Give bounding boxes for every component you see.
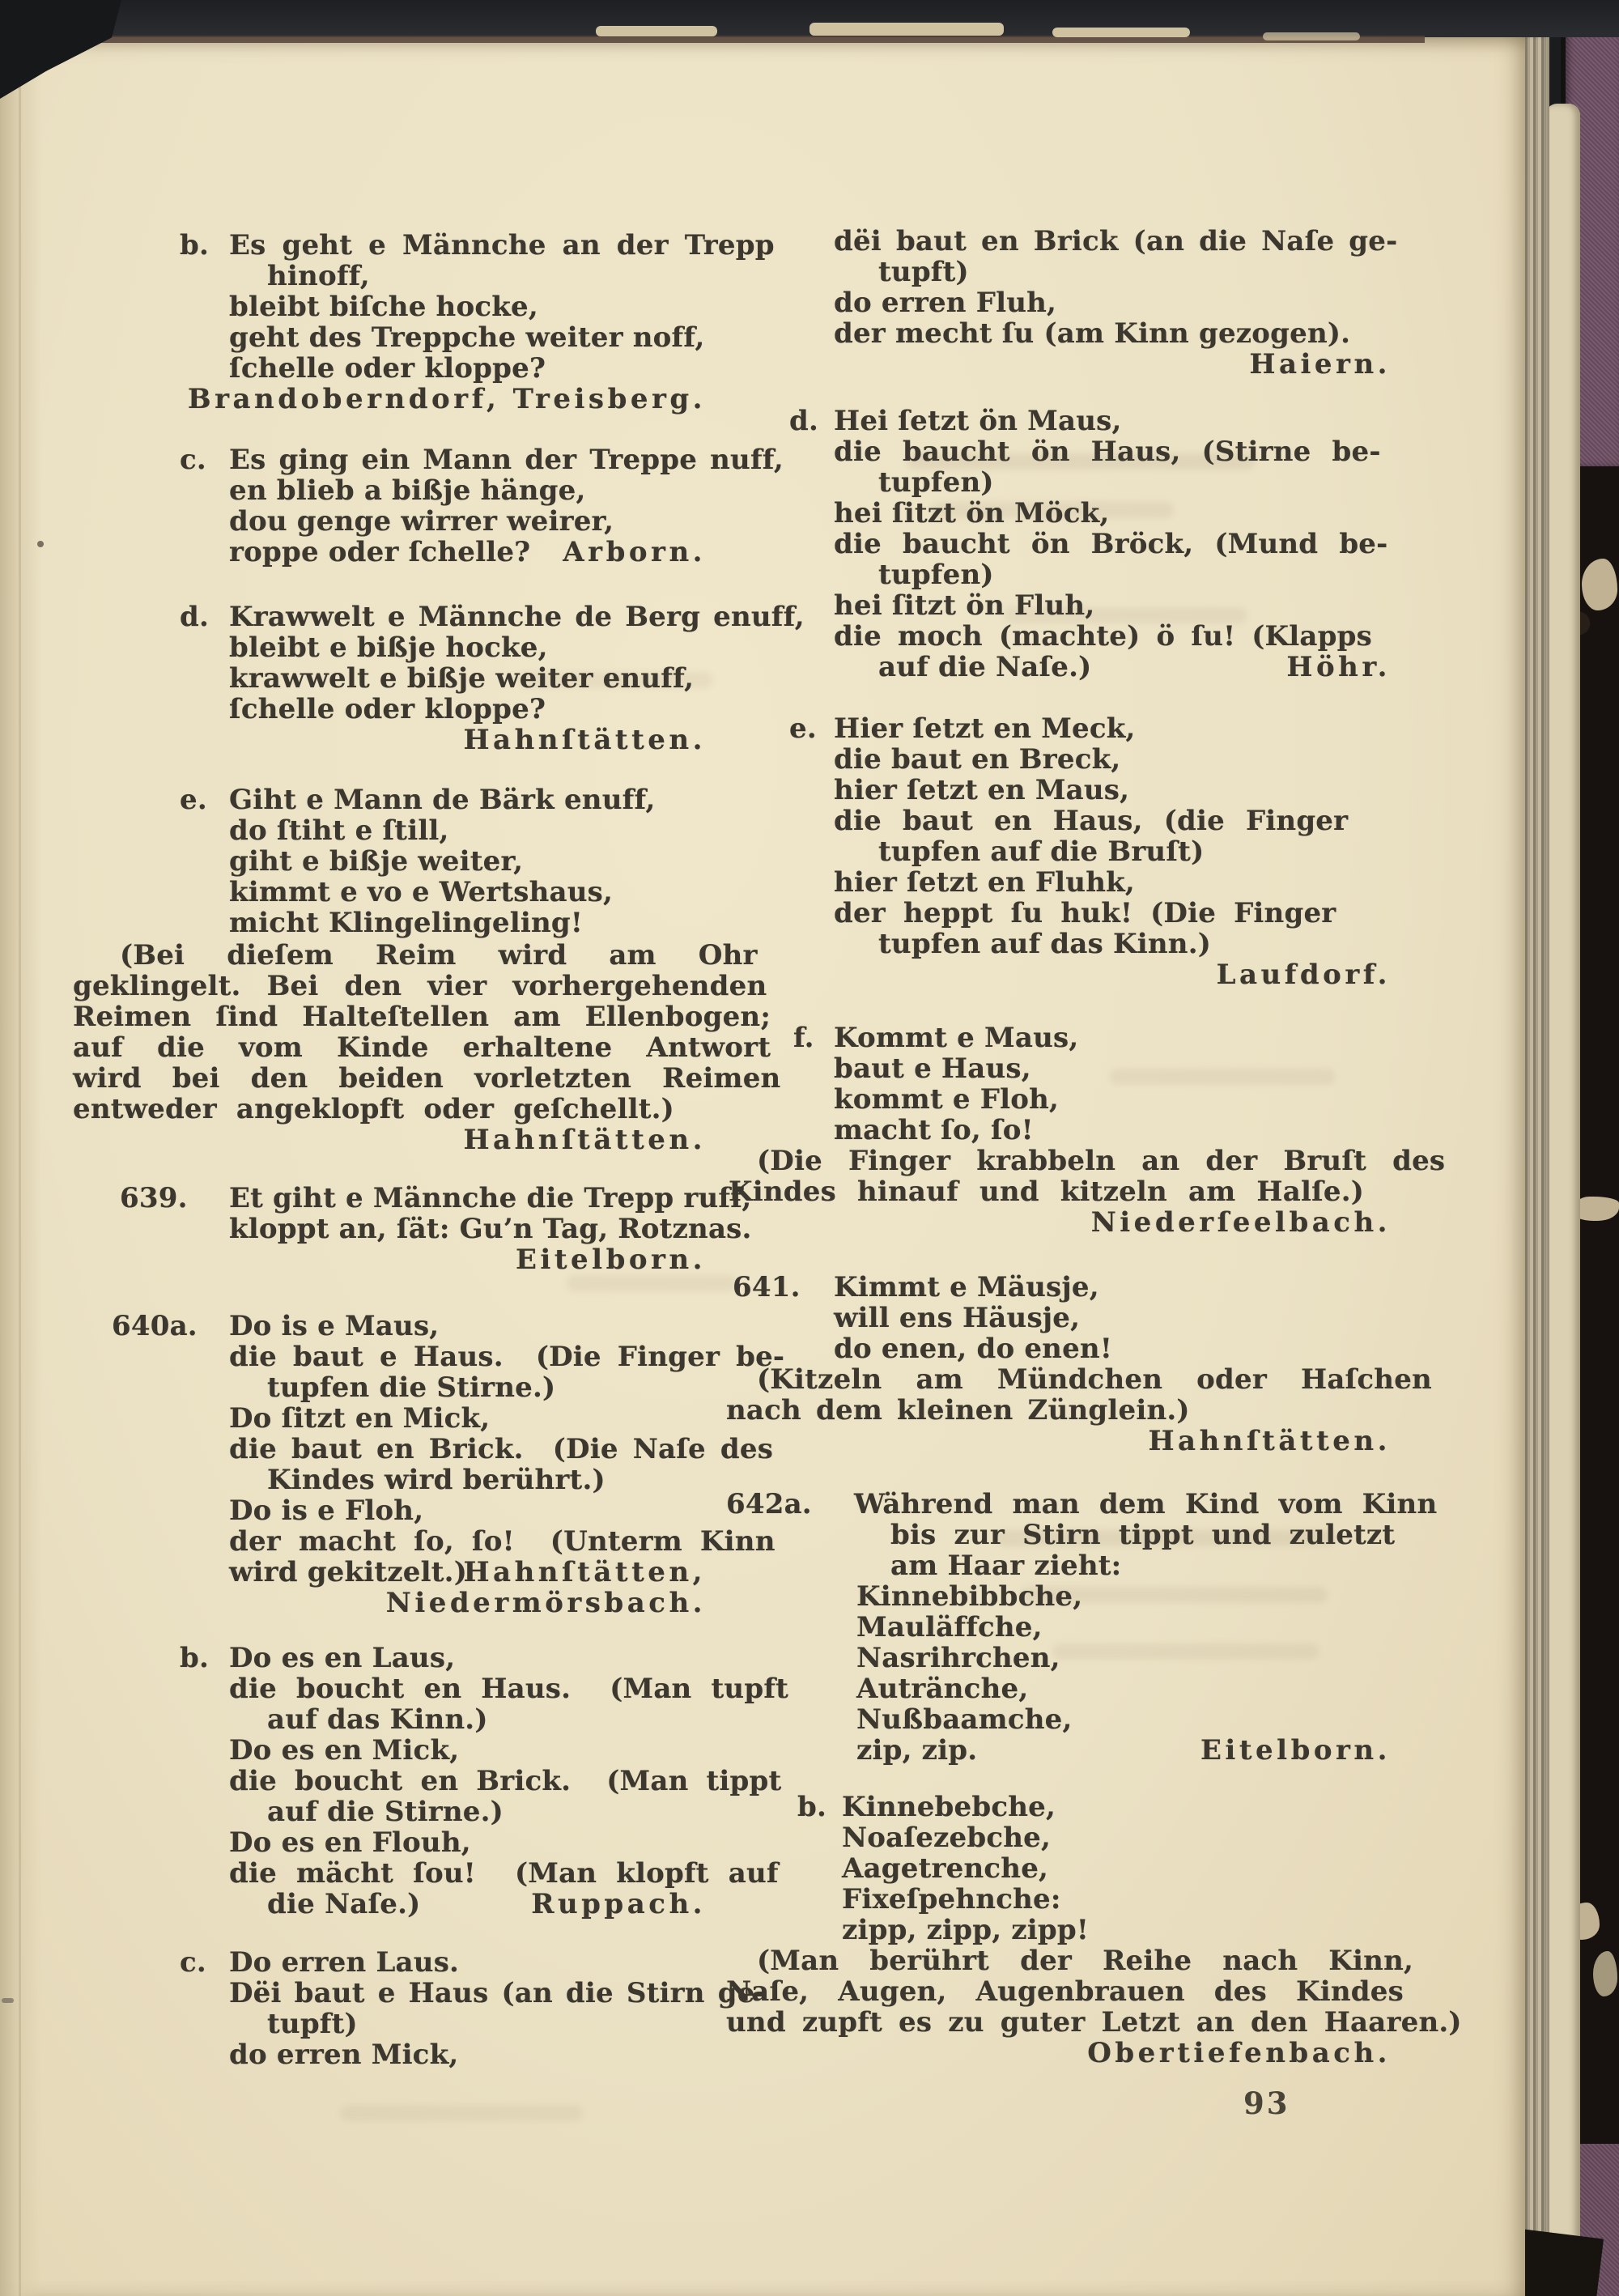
verse-line: Naſe, Augen, Augenbrauen des Kindes — [726, 1975, 1404, 2008]
verse-line: Während man dem Kind vom Kinn — [854, 1488, 1438, 1520]
verse-line: Do es en Laus, — [229, 1642, 456, 1674]
torn-paper-chip — [810, 23, 1004, 36]
verse-line: zip, zip. — [856, 1734, 978, 1767]
page-stack-fore-edge — [1525, 36, 1549, 2296]
verse-line: dëi baut en Brick (an die Naſe ge- — [834, 225, 1398, 257]
verse-line: Kindes wird berührt.) — [267, 1464, 606, 1496]
verse-line: Kinnebebche, — [842, 1791, 1056, 1823]
verse-line: (Man berührt der Reihe nach Kinn, — [757, 1945, 1414, 1977]
torn-paper-chip — [1263, 32, 1360, 40]
place-name: Brandoberndorf, Treisberg. — [187, 383, 706, 415]
item-label: 641. — [733, 1271, 801, 1303]
verse-line: bis zur Stirn tippt und zuletzt — [890, 1519, 1396, 1551]
verse-line: hier ſetzt en Maus, — [834, 774, 1130, 806]
verse-line: tupfen auf die Bruſt) — [878, 835, 1205, 868]
verse-line: bleibt e bißje hocke, — [229, 631, 548, 664]
verse-line: Kinnebibbche, — [856, 1580, 1083, 1613]
verse-line: Noaſezebche, — [842, 1822, 1052, 1854]
verse-line: Dëi baut e Haus (an die Stirn ge- — [229, 1977, 767, 2009]
verse-line: will ens Häusje, — [834, 1302, 1081, 1334]
verse-line: baut e Haus, — [834, 1052, 1031, 1085]
verse-line: wird gekitzelt.) — [229, 1556, 467, 1588]
item-label: c. — [180, 1946, 206, 1979]
place-name: Niedermörsbach. — [385, 1587, 706, 1619]
verse-line: die baut e Haus. (Die Finger be- — [229, 1341, 785, 1373]
verse-line: der mecht ſu (am Kinn gezogen). — [834, 317, 1351, 350]
item-label: e. — [180, 784, 207, 816]
torn-paper-chip — [596, 26, 717, 36]
torn-paper-chip — [1052, 28, 1190, 37]
place-name: Hahnſtätten. — [1148, 1425, 1391, 1457]
verse-line: krawwelt e bißje weiter enuff, — [229, 662, 695, 695]
verse-line: nach dem kleinen Zünglein.) — [726, 1394, 1190, 1426]
verse-line: der heppt ſu huk! (Die Finger — [834, 897, 1336, 929]
verse-line: do erren Mick, — [229, 2039, 459, 2071]
verse-line: Es ging ein Mann der Treppe nuff, — [229, 444, 784, 476]
verse-line: Nasrihrchen, — [856, 1642, 1060, 1674]
verse-line: Et giht e Männche die Trepp ruff, — [229, 1182, 752, 1214]
verse-line: ſchelle oder kloppe? — [229, 352, 546, 385]
place-name: Ruppach. — [531, 1888, 706, 1920]
verse-line: bleibt biſche hocke, — [229, 291, 538, 323]
verse-line: hei ſitzt ön Möck, — [834, 497, 1110, 529]
verse-line: ſchelle oder kloppe? — [229, 693, 546, 725]
verse-line: macht ſo, ſo! — [834, 1114, 1034, 1146]
item-label: 639. — [120, 1182, 188, 1214]
verse-line: Do erren Laus. — [229, 1946, 460, 1979]
verse-line: Nußbaamche, — [856, 1703, 1073, 1736]
item-label: d. — [789, 405, 819, 437]
page-top-edge-line — [0, 36, 1425, 43]
verse-line: tupfen die Stirne.) — [267, 1371, 556, 1404]
verse-line: auf die Naſe.) — [878, 651, 1092, 683]
place-name: Hahnſtätten. — [463, 1124, 706, 1156]
verse-line: tupft) — [267, 2008, 358, 2040]
verse-line: do ſtiht e ſtill, — [229, 814, 449, 847]
verse-line: Krawwelt e Männche de Berg enuff, — [229, 601, 805, 633]
place-name: Hahnſtätten, — [463, 1556, 706, 1588]
place-name: Eitelborn. — [515, 1244, 706, 1276]
verse-line: die boucht en Haus. (Man tupft — [229, 1673, 789, 1705]
item-label: c. — [180, 444, 206, 476]
verse-line: geklingelt. Bei den vier vorhergehenden — [73, 970, 767, 1002]
verse-line: die Naſe.) — [267, 1888, 421, 1920]
verse-line: auf die Stirne.) — [267, 1796, 504, 1828]
marble-fleck — [1582, 559, 1617, 610]
verse-line: tupfen) — [878, 466, 994, 499]
item-label: 640a. — [112, 1310, 198, 1342]
verse-line: und zupft es zu guter Letzt an den Haaren.) — [726, 2006, 1462, 2039]
place-name: Eitelborn. — [1200, 1734, 1391, 1767]
verse-line: hier ſetzt en Fluhk, — [834, 866, 1135, 899]
verse-line: do erren Fluh, — [834, 287, 1057, 319]
verse-line: Es geht e Männche an der Trepp — [229, 229, 775, 261]
verse-line: die baucht ön Haus, (Stirne be- — [834, 436, 1381, 468]
place-name: Niederſeelbach. — [1090, 1206, 1391, 1239]
verse-line: en blieb a bißje hänge, — [229, 474, 586, 507]
verse-line: Mauläffche, — [856, 1611, 1043, 1643]
verse-line: Do is e Maus, — [229, 1310, 440, 1342]
verse-line: hei ſitzt ön Fluh, — [834, 589, 1095, 622]
verse-line: Aagetrenche, — [842, 1852, 1049, 1885]
verse-line: am Haar zieht: — [890, 1550, 1122, 1582]
verse-line: micht Klingelingeling! — [229, 907, 583, 939]
verse-line: tupft) — [878, 256, 969, 288]
item-label: b. — [180, 229, 210, 261]
book-page — [0, 36, 1525, 2296]
verse-line: auf die vom Kinde erhaltene Antwort — [73, 1031, 771, 1064]
item-label: b. — [797, 1791, 827, 1823]
place-name: Laufdorf. — [1216, 959, 1391, 991]
verse-line: die baucht ön Bröck, (Mund be- — [834, 528, 1388, 560]
verse-line: Do ſitzt en Mick, — [229, 1402, 491, 1435]
place-name: Haiern. — [1249, 348, 1391, 381]
item-label: e. — [789, 712, 817, 745]
place-name: Obertiefenbach. — [1087, 2037, 1391, 2069]
verse-line: Kimmt e Mäusje, — [834, 1271, 1099, 1303]
underlying-page-edge — [1545, 104, 1580, 2296]
verse-line: wird bei den beiden vorletzten Reimen — [73, 1062, 781, 1095]
verse-line: auf das Kinn.) — [267, 1703, 488, 1736]
verse-line: Giht e Mann de Bärk enuff, — [229, 784, 656, 816]
verse-line: hinoff, — [267, 260, 370, 292]
verse-line: kommt e Floh, — [834, 1083, 1060, 1116]
verse-line: die moch (machte) ö ſu! (Klapps — [834, 620, 1372, 653]
verse-line: (Kitzeln am Mündchen oder Haſchen — [757, 1363, 1432, 1396]
verse-line: dou genge wirrer weirer, — [229, 505, 614, 538]
verse-line: do enen, do enen! — [834, 1333, 1112, 1365]
verse-line: Autränche, — [856, 1673, 1029, 1705]
verse-line: kimmt e vo e Wertshaus, — [229, 876, 614, 908]
verse-line: der macht ſo, ſo! (Unterm Kinn — [229, 1525, 776, 1558]
verse-line: tupfen auf das Kinn.) — [878, 928, 1212, 960]
place-name: Hahnſtätten. — [463, 724, 706, 756]
verse-line: Do es en Flouh, — [229, 1826, 471, 1859]
verse-line: kloppt an, ſät: Gu’n Tag, Rotznas. — [229, 1213, 752, 1245]
verse-line: die boucht en Brick. (Man tippt — [229, 1765, 782, 1797]
verse-line: geht des Treppche weiter noff, — [229, 321, 705, 354]
verse-line: Fixeſpehnche: — [842, 1883, 1061, 1915]
verse-line: Hei ſetzt ön Maus, — [834, 405, 1122, 437]
verse-line: giht e bißje weiter, — [229, 845, 524, 878]
verse-line: roppe oder ſchelle? — [229, 536, 531, 568]
item-label: b. — [180, 1642, 210, 1674]
verse-line: tupfen) — [878, 559, 994, 591]
verse-line: Kommt e Maus, — [834, 1022, 1079, 1054]
page-number: 93 — [1243, 2086, 1290, 2121]
verse-line: die baut en Breck, — [834, 743, 1121, 776]
item-label: d. — [180, 601, 210, 633]
verse-line: die baut en Haus, (die Finger — [834, 805, 1349, 837]
verse-line: (Bei dieſem Reim wird am Ohr — [120, 939, 758, 972]
verse-line: Kindes hinauf und kitzeln am Halſe.) — [729, 1176, 1365, 1208]
page-text — [0, 36, 1525, 2296]
marble-fleck — [1593, 1951, 1617, 1996]
item-label: f. — [793, 1022, 814, 1054]
item-label: 642a. — [726, 1488, 812, 1520]
place-name: Arborn. — [563, 536, 706, 568]
verse-line: Reimen ſind Halteſtellen am Ellenbogen; — [73, 1001, 771, 1033]
verse-line: zipp, zipp, zipp! — [842, 1914, 1089, 1946]
verse-line: (Die Finger krabbeln an der Bruſt des — [757, 1145, 1446, 1177]
verse-line: Hier ſetzt en Meck, — [834, 712, 1136, 745]
verse-line: entweder angeklopft oder geſchellt.) — [73, 1093, 674, 1125]
verse-line: Do es en Mick, — [229, 1734, 460, 1767]
verse-line: die mächt ſou! (Man klopft auf — [229, 1857, 779, 1890]
verse-line: Do is e Floh, — [229, 1495, 424, 1527]
place-name: Höhr. — [1286, 651, 1391, 683]
verse-line: die baut en Brick. (Die Naſe des — [229, 1433, 774, 1465]
